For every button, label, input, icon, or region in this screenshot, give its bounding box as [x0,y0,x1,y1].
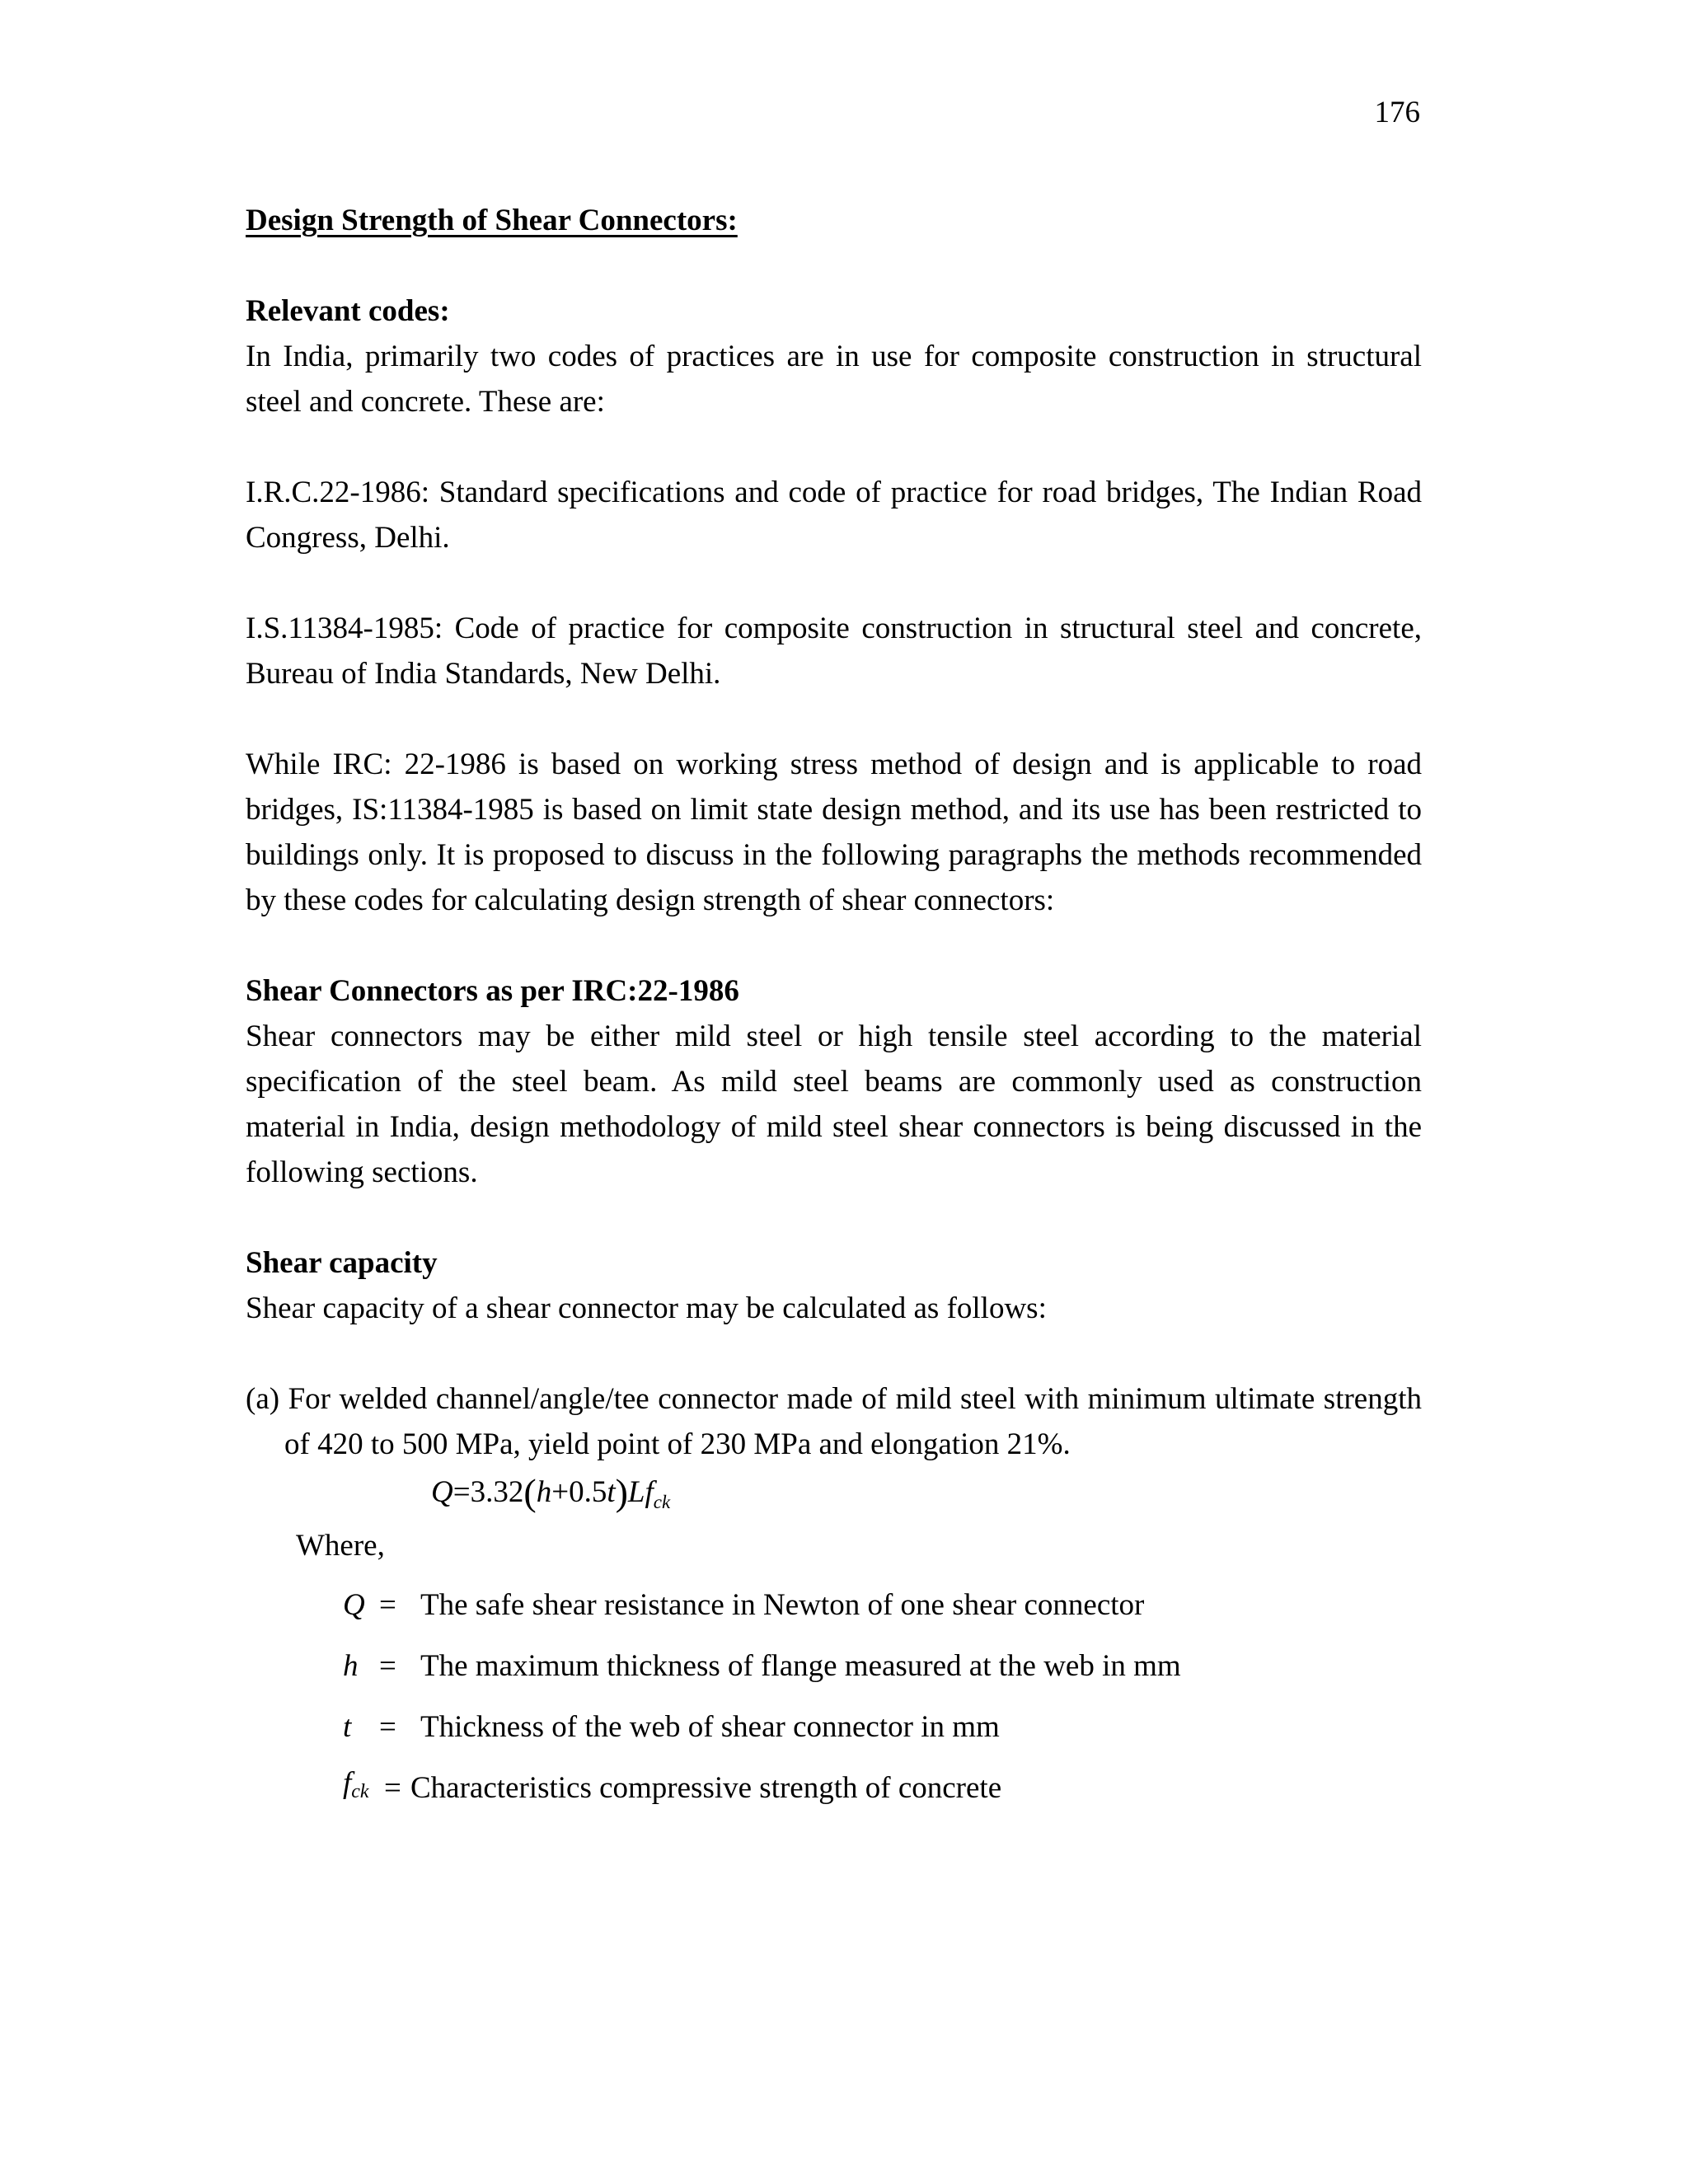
equation-coefficient: 3.32 [470,1475,524,1509]
definition-symbol: t [343,1709,352,1744]
definition-symbol-base: f [343,1766,352,1800]
definition-equals: = [379,1648,396,1683]
equation-subscript-ck: ck [653,1492,671,1512]
list-item-a: (a) For welded channel/angle/tee connector made of mild steel with minimum ultimate strength of 420 to 500 MPa, yield point of 230 MPa and elongation 21%. [246,1382,1422,1461]
page-title: Design Strength of Shear Connectors: [246,204,738,237]
code-irc-paragraph: I.R.C.22-1986: Standard specifications and code of practice for road bridges, The Indian Road Congress, Delhi. [246,476,1422,555]
spacer [246,560,1422,606]
definition-symbol [343,1760,384,1815]
equation-t: t [607,1475,616,1509]
equation-f: f [645,1475,654,1509]
definition-text: The safe shear resistance in Newton of one shear connector [420,1587,1145,1622]
definition-text: The maximum thickness of flange measured at the web in mm [420,1648,1181,1683]
definition-text: Thickness of the web of shear connector in mm [420,1709,1000,1744]
spacer [246,1195,1422,1240]
definition-equals: = [379,1709,396,1744]
equation-q: Q [431,1475,453,1509]
shear-capacity-intro: Shear capacity of a shear connector may be calculated as follows: [246,1291,1047,1325]
spacer [246,696,1422,742]
spacer [246,923,1422,968]
definition-row [343,1574,1422,1635]
equation-equals: = [452,1475,471,1509]
spacer [246,1331,1422,1376]
irc-section-paragraph: Shear connectors may be either mild steel or high tensile steel according to the material specification of the steel beam. As mild steel beams are commonly used as construction material in India, design methodology of mild steel shear connectors is being discussed in the following sections. [246,1019,1422,1189]
definition-symbol: Q [343,1587,365,1622]
definition-text: Characteristics compressive strength of concrete [410,1770,1002,1805]
definition-equals: = [379,1587,396,1622]
shear-capacity-heading: Shear capacity [246,1246,438,1280]
equation-factor: 0.5 [569,1475,607,1509]
definition-row [343,1757,1422,1818]
relevant-codes-heading: Relevant codes: [246,294,450,328]
definitions-list [246,1574,1422,1818]
equation-plus: + [551,1475,570,1509]
irc-section-heading: Shear Connectors as per IRC:22-1986 [246,974,739,1008]
definition-symbol-subscript: ck [351,1781,369,1802]
relevant-codes-intro: In India, primarily two codes of practices are in use for composite construction in structural steel and concrete. These are: [246,340,1422,419]
document-body [246,198,1422,1818]
equation-close-paren: ) [615,1471,628,1513]
equation-h: h [536,1475,552,1509]
spacer [246,243,1422,288]
page-number: 176 [1374,96,1420,129]
codes-comparison-paragraph: While IRC: 22-1986 is based on working stress method of design and is applicable to road bridges, IS:11384-1985 is based on limit state design method, and its use has been restricted to buildings only. It is proposed to discuss in the following paragraphs the methods recommended by these codes for calculating design strength of shear connectors: [246,748,1422,917]
equation-open-paren: ( [523,1471,537,1513]
where-label: Where, [296,1529,385,1563]
code-is-paragraph: I.S.11384-1985: Code of practice for composite construction in structural steel and concrete, Bureau of India Standards, New Delhi. [246,612,1422,691]
definition-row [343,1635,1422,1696]
equation-l: L [627,1475,645,1509]
definition-equals: = [384,1770,401,1805]
spacer [246,424,1422,470]
definition-symbol: h [343,1648,359,1683]
definition-row [343,1696,1422,1757]
shear-capacity-equation [246,1467,1422,1518]
